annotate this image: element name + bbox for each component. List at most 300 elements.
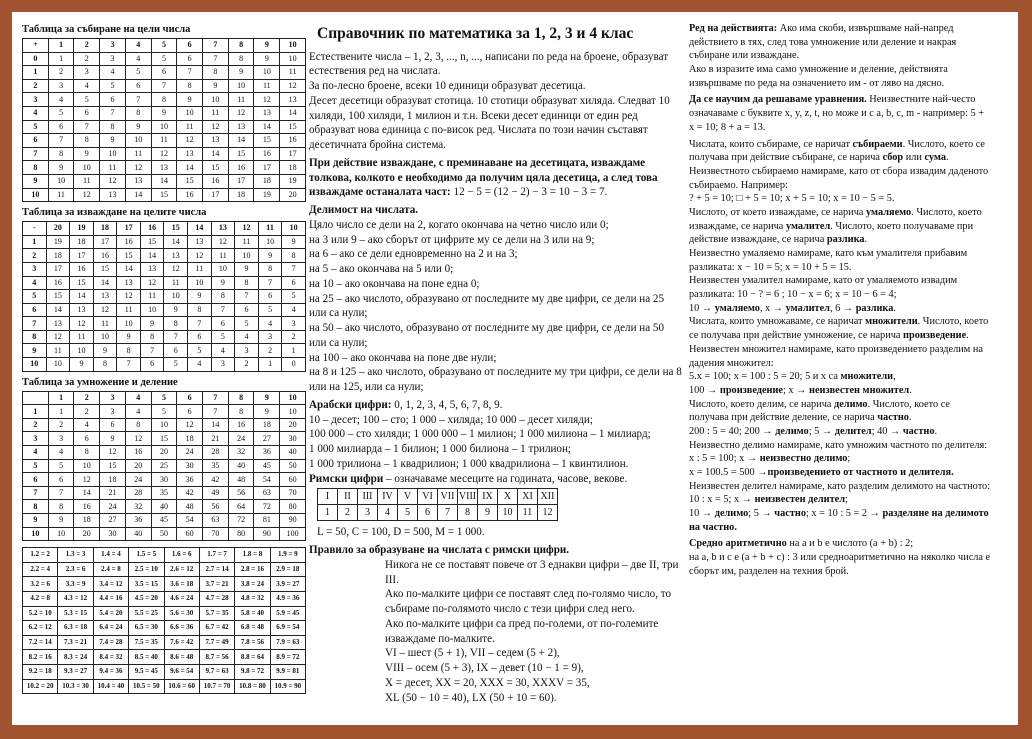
roman-numerals-table	[317, 488, 558, 521]
table-cell: 10	[151, 418, 177, 432]
table-cell: 18	[93, 222, 117, 236]
table-cell: 4	[23, 276, 47, 290]
table-cell: 11	[125, 147, 151, 161]
table-cell: 9	[151, 106, 177, 120]
table-cell: 3	[23, 262, 47, 276]
order-of-operations: Ред на действията: Ако има скоби, извършваме най-напред действието в тях, след това умножение или деление и накрая събиране или изваждане.	[689, 23, 957, 62]
table-cell: 7	[203, 405, 229, 419]
table-cell: 12	[188, 249, 212, 263]
table-cell: 11	[211, 249, 235, 263]
table-cell: 10	[48, 527, 74, 541]
table-cell: XII	[538, 489, 558, 505]
table-row	[23, 120, 306, 134]
table-cell: 10	[125, 134, 151, 148]
table-cell: 45	[151, 514, 177, 528]
table-cell: 10	[258, 235, 282, 249]
table-cell: 7	[100, 106, 126, 120]
table-cell: 9	[48, 161, 74, 175]
table-cell: 8	[228, 391, 254, 405]
table-cell: 2.3 = 6	[58, 562, 93, 577]
table-cell: 2.4 = 8	[93, 562, 128, 577]
table-cell: 3	[211, 358, 235, 372]
table-cell: 5	[151, 405, 177, 419]
tables-column	[22, 22, 306, 694]
table-cell: 8	[211, 290, 235, 304]
divisor-result: 10 → делимо; 5 → частно; x = 10 : 5 = 2 → разделяне на делимото на частно.	[689, 508, 989, 533]
addition-table-title: Таблица за събиране на цели числа	[22, 24, 191, 35]
table-cell: 54	[254, 473, 280, 487]
table-cell: 1	[48, 405, 74, 419]
table-cell: 12	[228, 106, 254, 120]
table-cell: 8	[74, 134, 100, 148]
table-cell: 1	[258, 358, 282, 372]
table-cell: 9	[254, 39, 280, 53]
list-item: 1 000 трилиона – 1 квадрилион; 1 000 квадрилиона – 1 квинтилион.	[309, 457, 629, 470]
table-cell: 6.9 = 54	[270, 621, 305, 636]
table-cell: 36	[125, 514, 151, 528]
table-cell: 15	[140, 235, 164, 249]
table-cell: 12	[117, 290, 141, 304]
table-cell: 8	[177, 79, 203, 93]
table-row	[23, 52, 306, 66]
table-cell: 20	[151, 446, 177, 460]
table-cell: 7	[23, 486, 49, 500]
table-cell: 18	[70, 235, 94, 249]
unknown-divisor-text: Неизвестен делител намираме, като разделим делимото на частното: 10 : x = 5; x → неизвестен делител;	[689, 480, 991, 506]
table-cell: II	[338, 489, 358, 505]
table-cell: 16	[70, 262, 94, 276]
table-cell: 12	[203, 120, 229, 134]
table-row	[23, 262, 306, 276]
table-cell: 6	[164, 344, 188, 358]
table-cell: 14	[188, 222, 212, 236]
table-cell: 10	[280, 39, 306, 53]
table-cell: 7	[23, 147, 49, 161]
big-numbers-list	[309, 413, 684, 472]
table-cell: 3.6 = 18	[164, 577, 199, 592]
table-cell: 13	[177, 147, 203, 161]
table-row	[23, 188, 306, 202]
table-cell: 13	[203, 134, 229, 148]
table-cell: 9.6 = 54	[164, 664, 199, 679]
list-item: на 50 – ако числото, образувано от последните му две цифри, се дели на 50 или са нули;	[309, 322, 665, 349]
table-cell: 6	[140, 358, 164, 372]
table-cell: 19	[254, 188, 280, 202]
table-row	[23, 679, 306, 694]
table-cell: 3	[100, 52, 126, 66]
table-cell: 5.7 = 35	[199, 606, 234, 621]
table-row	[23, 591, 306, 606]
table-cell: 12	[74, 188, 100, 202]
table-cell: 48	[177, 500, 203, 514]
table-cell: 3	[48, 432, 74, 446]
table-cell: 49	[203, 486, 229, 500]
list-item: VIII – осем (5 + 3), IX – девет (10 − 1 = 9),	[385, 662, 584, 675]
table-cell: 13	[164, 249, 188, 263]
unknown-addend-text: Неизвестното събираемо намираме, като от сбора извадим даденото събираемо. Например:	[689, 165, 989, 191]
table-cell: 7	[151, 79, 177, 93]
table-cell: 4	[188, 358, 212, 372]
table-cell: 4.9 = 36	[270, 591, 305, 606]
table-cell: 2.5 = 10	[129, 562, 164, 577]
table-row	[23, 432, 306, 446]
table-cell: 14	[70, 290, 94, 304]
table-cell: 6	[100, 93, 126, 107]
table-cell: 18	[254, 174, 280, 188]
list-item: на 5 – ако окончава на 5 или 0;	[309, 263, 454, 276]
table-cell: 15	[46, 290, 70, 304]
table-cell: 13	[151, 161, 177, 175]
addends-text: Числата, които събираме, се наричат събираеми. Числото, което се получава при действие събиране, се нарича сбор или сума.	[689, 138, 985, 164]
table-cell: 12	[177, 418, 203, 432]
table-cell: 8	[23, 500, 49, 514]
table-cell: 0	[282, 358, 306, 372]
table-cell: 8.3 = 24	[58, 650, 93, 665]
table-cell: 10	[74, 161, 100, 175]
table-cell: 8.8 = 64	[235, 650, 270, 665]
subtraction-arrows: 10 → умаляемо, x → умалител, 6 → разлика.	[689, 302, 896, 314]
table-cell: 64	[228, 500, 254, 514]
table-cell: 16	[177, 188, 203, 202]
table-cell: 13	[46, 317, 70, 331]
table-cell: 21	[100, 486, 126, 500]
table-cell: 3.2 = 6	[23, 577, 58, 592]
table-cell: 11	[235, 235, 259, 249]
table-cell: 30	[151, 473, 177, 487]
table-cell: 10	[280, 391, 306, 405]
table-cell: 12	[100, 174, 126, 188]
table-cell: 6	[125, 79, 151, 93]
table-cell: 9	[93, 344, 117, 358]
table-cell: 9	[125, 120, 151, 134]
table-cell: 60	[280, 473, 306, 487]
table-cell: 6.4 = 24	[93, 621, 128, 636]
table-cell: 9	[23, 174, 49, 188]
table-cell: 10	[280, 405, 306, 419]
table-cell: 17	[228, 174, 254, 188]
table-cell: 6	[177, 405, 203, 419]
table-cell: 8.5 = 40	[129, 650, 164, 665]
table-row	[23, 418, 306, 432]
table-cell: 10	[177, 106, 203, 120]
table-cell: 6.8 = 48	[235, 621, 270, 636]
table-cell: 42	[203, 473, 229, 487]
table-cell: 14	[140, 249, 164, 263]
table-cell: 18	[177, 432, 203, 446]
unknown-addend-example: ? + 5 = 10; □ + 5 = 10; x + 5 = 10; x = 10 − 5 = 5.	[689, 193, 895, 205]
table-cell: 1	[23, 66, 49, 80]
table-cell: 4.6 = 24	[164, 591, 199, 606]
table-cell: 7	[188, 317, 212, 331]
table-cell: 9	[258, 249, 282, 263]
unknown-subtrahend-text: Неизвестен умалител намираме, като от умаляемото извадим разликата: 10 − ? = 6 ; 10 − x = 6; x = 10 − 6 = 4;	[689, 275, 958, 301]
table-cell: 8.2 = 16	[23, 650, 58, 665]
table-cell: 12	[125, 432, 151, 446]
table-cell: 56	[228, 486, 254, 500]
table-cell: 3	[358, 505, 378, 521]
table-cell: 6.6 = 36	[164, 621, 199, 636]
table-cell: 10.7 = 70	[199, 679, 234, 694]
table-cell: 8.9 = 72	[270, 650, 305, 665]
table-cell: 12	[100, 446, 126, 460]
table-cell: 10	[211, 262, 235, 276]
table-cell: 36	[177, 473, 203, 487]
equations-intro: Да се научим да решаваме уравнения. Неизвестните най-често означаваме с буквите x, y, z, t, но може и с a, b, c, m - например: 5 + x = 10; 8 + a = 13.	[689, 94, 985, 133]
multiplication-table	[22, 391, 306, 542]
table-cell: 0	[23, 52, 49, 66]
table-cell: 28	[125, 486, 151, 500]
table-cell: 9	[23, 514, 49, 528]
table-cell: 40	[151, 500, 177, 514]
subtraction-table-title: Таблица за изваждане на целите числа	[22, 207, 207, 219]
table-cell: 16	[280, 134, 306, 148]
table-cell: 3	[100, 39, 126, 53]
table-cell: 2	[48, 66, 74, 80]
table-cell: 1.7 = 7	[199, 548, 234, 563]
table-row	[23, 621, 306, 636]
table-cell: 4.4 = 16	[93, 591, 128, 606]
table-cell: 24	[100, 500, 126, 514]
roman-rules-title: Правило за образуване на числата с римски цифри.	[309, 544, 570, 557]
table-cell: 11	[258, 222, 282, 236]
table-cell: 5	[125, 66, 151, 80]
table-cell: 6.2 = 12	[23, 621, 58, 636]
table-cell: 45	[254, 459, 280, 473]
table-cell: 42	[177, 486, 203, 500]
table-cell: 15	[151, 188, 177, 202]
table-cell: 8	[228, 405, 254, 419]
table-cell: 7.8 = 56	[235, 635, 270, 650]
table-cell: 4	[74, 418, 100, 432]
table-cell: 5.3 = 15	[58, 606, 93, 621]
table-cell: 2	[258, 344, 282, 358]
table-cell: 5.8 = 40	[235, 606, 270, 621]
divisibility-list	[309, 218, 684, 395]
table-cell: 10	[282, 222, 306, 236]
table-cell: 12	[140, 276, 164, 290]
table-cell: 4	[282, 303, 306, 317]
table-cell: 8.6 = 48	[164, 650, 199, 665]
table-row	[23, 66, 306, 80]
table-cell: 10	[188, 276, 212, 290]
table-cell: 100	[280, 527, 306, 541]
products-table	[22, 547, 306, 694]
table-cell: 3	[100, 391, 126, 405]
table-cell: 16	[74, 500, 100, 514]
table-cell: 6	[23, 303, 47, 317]
table-cell: 16	[93, 249, 117, 263]
table-cell: 7	[164, 330, 188, 344]
table-cell: 12	[164, 262, 188, 276]
table-cell: 11	[117, 303, 141, 317]
table-cell: 11	[70, 330, 94, 344]
table-row	[23, 650, 306, 665]
table-cell: 10	[228, 79, 254, 93]
table-cell: 7.2 = 14	[23, 635, 58, 650]
table-cell: 3.4 = 12	[93, 577, 128, 592]
table-row	[23, 664, 306, 679]
roman-examples-list	[385, 646, 684, 705]
multiplication-arrows: 100 → произведение; x → неизвестен множител.	[689, 384, 912, 396]
table-cell: 10.9 = 90	[270, 679, 305, 694]
table-cell: 4.3 = 12	[58, 591, 93, 606]
table-cell: 90	[280, 514, 306, 528]
table-cell: 9.4 = 36	[93, 664, 128, 679]
table-cell: XI	[518, 489, 538, 505]
table-cell: 6	[23, 134, 49, 148]
table-cell: 5	[74, 93, 100, 107]
mean-text: Средно аритметично на a и b е числото (a + b) : 2;	[689, 538, 914, 550]
table-row	[23, 276, 306, 290]
table-cell: 2.6 = 12	[164, 562, 199, 577]
table-cell: 13	[254, 106, 280, 120]
table-cell: 80	[228, 527, 254, 541]
table-cell: 6.3 = 18	[58, 621, 93, 636]
table-cell: 10	[48, 174, 74, 188]
table-cell: 3	[100, 405, 126, 419]
table-row	[23, 486, 306, 500]
decimal-system-text: Десет десетици образуват стотица. 10 стотици образуват хиляда. Следват 10 хиляди, 100 хиляди, 1 милион и т.н. Всеки десет единици от един ред образуват нова единица с по-висок ред. Числата по този начин съставят десетичната бройна система.	[309, 94, 670, 152]
page-title: Справочник по математика за 1, 2, 3 и 4 клас	[317, 25, 634, 42]
table-cell: 7.3 = 21	[58, 635, 93, 650]
list-item: 1 000 милиарда – 1 билион; 1 000 билиона – 1 трилион;	[309, 443, 571, 456]
table-cell: 17	[70, 249, 94, 263]
table-cell: 10	[164, 290, 188, 304]
table-cell: 40	[125, 527, 151, 541]
table-cell: 13	[228, 120, 254, 134]
division-example: 200 : 5 = 40; 200 → делимо; 5 → делител; 40 → частно.	[689, 425, 938, 437]
table-cell: 6	[74, 432, 100, 446]
table-cell: 7	[140, 344, 164, 358]
table-cell: 6	[48, 120, 74, 134]
table-row	[23, 106, 306, 120]
arabic-digits: Арабски цифри: 0, 1, 2, 3, 4, 5, 6, 7, 8, 9.	[309, 398, 503, 411]
table-cell: 1.2 = 2	[23, 548, 58, 563]
table-cell: 54	[177, 514, 203, 528]
table-cell: 8	[100, 120, 126, 134]
tens-text: За по-лесно броене, всеки 10 единици образуват десетица.	[309, 80, 586, 93]
table-row	[23, 514, 306, 528]
table-cell: 4	[125, 391, 151, 405]
table-cell: 5	[48, 459, 74, 473]
table-cell: 8	[228, 52, 254, 66]
table-cell: 7.9 = 63	[270, 635, 305, 650]
table-cell: 10	[46, 358, 70, 372]
table-cell: 19	[46, 235, 70, 249]
table-cell: 8	[258, 262, 282, 276]
table-cell: 8	[140, 330, 164, 344]
roman-digits-intro: Римски цифри – означаваме месеците на годината, часове, векове.	[309, 472, 628, 485]
table-cell: 3.9 = 27	[270, 577, 305, 592]
table-cell: 7	[282, 262, 306, 276]
list-item: Ако по-малките цифри се поставят след по-голямо число, то събираме по-голямото число с тези цифри след него.	[385, 588, 671, 616]
table-cell: 4	[235, 330, 259, 344]
table-cell: 2.2 = 4	[23, 562, 58, 577]
table-cell: 9	[70, 358, 94, 372]
divisibility-title: Делимост на числата.	[309, 204, 419, 217]
table-row	[23, 606, 306, 621]
table-row	[23, 79, 306, 93]
table-cell: 50	[151, 527, 177, 541]
table-cell: 6	[151, 66, 177, 80]
table-cell: 5	[188, 344, 212, 358]
mean-text-2: на a, b и c e (a + b + c) : 3 или средноаритметично на няколко числа е сборът им, разделен на техния брой.	[689, 552, 991, 577]
table-cell: 32	[125, 500, 151, 514]
table-row	[23, 39, 306, 53]
table-cell: 3	[258, 330, 282, 344]
table-cell: 9	[235, 262, 259, 276]
table-row	[23, 317, 306, 331]
table-cell: 7	[74, 120, 100, 134]
table-cell: 3	[23, 432, 49, 446]
table-cell: 9	[117, 330, 141, 344]
table-cell: 4.8 = 32	[235, 591, 270, 606]
table-cell: 12	[151, 147, 177, 161]
table-cell: 18	[100, 473, 126, 487]
factors-text: Числата, които умножаваме, се наричат множители. Числото, което се получава при действие умножение, се нарича произведение.	[689, 316, 989, 342]
table-cell: 8	[228, 39, 254, 53]
table-cell: 5	[100, 79, 126, 93]
table-cell: 12	[280, 79, 306, 93]
table-cell: 40	[228, 459, 254, 473]
table-cell: 8	[48, 147, 74, 161]
table-row	[23, 635, 306, 650]
table-cell: 11	[151, 134, 177, 148]
addition-table	[22, 38, 306, 202]
table-cell: 20	[46, 222, 70, 236]
table-cell: 10.2 = 20	[23, 679, 58, 694]
table-row	[23, 358, 306, 372]
table-cell: 7	[258, 276, 282, 290]
table-cell: 81	[254, 514, 280, 528]
table-cell: 9.5 = 45	[129, 664, 164, 679]
table-cell: 11	[203, 106, 229, 120]
table-cell: 5	[211, 330, 235, 344]
table-cell: 7	[203, 391, 229, 405]
table-cell: 2	[74, 52, 100, 66]
table-cell: 18	[228, 188, 254, 202]
table-cell: 8	[125, 106, 151, 120]
table-cell: 10	[70, 344, 94, 358]
table-cell: 56	[203, 500, 229, 514]
unknown-factor-text: Неизвестен множител намираме, като произведението разделим на дадения множител:	[689, 343, 983, 369]
table-cell: 8	[151, 93, 177, 107]
table-cell: 15	[100, 459, 126, 473]
table-cell: 8	[235, 276, 259, 290]
table-cell: 4	[100, 66, 126, 80]
table-cell: 9	[48, 514, 74, 528]
table-cell: 28	[203, 446, 229, 460]
table-cell: 14	[125, 188, 151, 202]
table-cell: 8	[48, 500, 74, 514]
table-cell: 13	[100, 188, 126, 202]
table-cell: 70	[280, 486, 306, 500]
table-cell: 11	[280, 66, 306, 80]
table-cell: 20	[280, 188, 306, 202]
table-cell: 13	[93, 290, 117, 304]
dividend-result: x = 100.5 = 500 →произведението от частното и делителя.	[689, 467, 954, 478]
table-cell: 7.5 = 35	[129, 635, 164, 650]
table-row	[23, 500, 306, 514]
table-cell: 5	[258, 303, 282, 317]
table-cell: 14	[117, 262, 141, 276]
table-cell: 48	[228, 473, 254, 487]
table-cell: 9	[254, 405, 280, 419]
table-cell: 8.4 = 32	[93, 650, 128, 665]
table-cell: 2	[23, 249, 47, 263]
table-cell: 16	[46, 276, 70, 290]
unknown-minuend-text: Неизвестно умаляемо намираме, като към умалителя прибавим разликата: x − 10 = 5; x = 10 + 5 = 15.	[689, 248, 968, 273]
